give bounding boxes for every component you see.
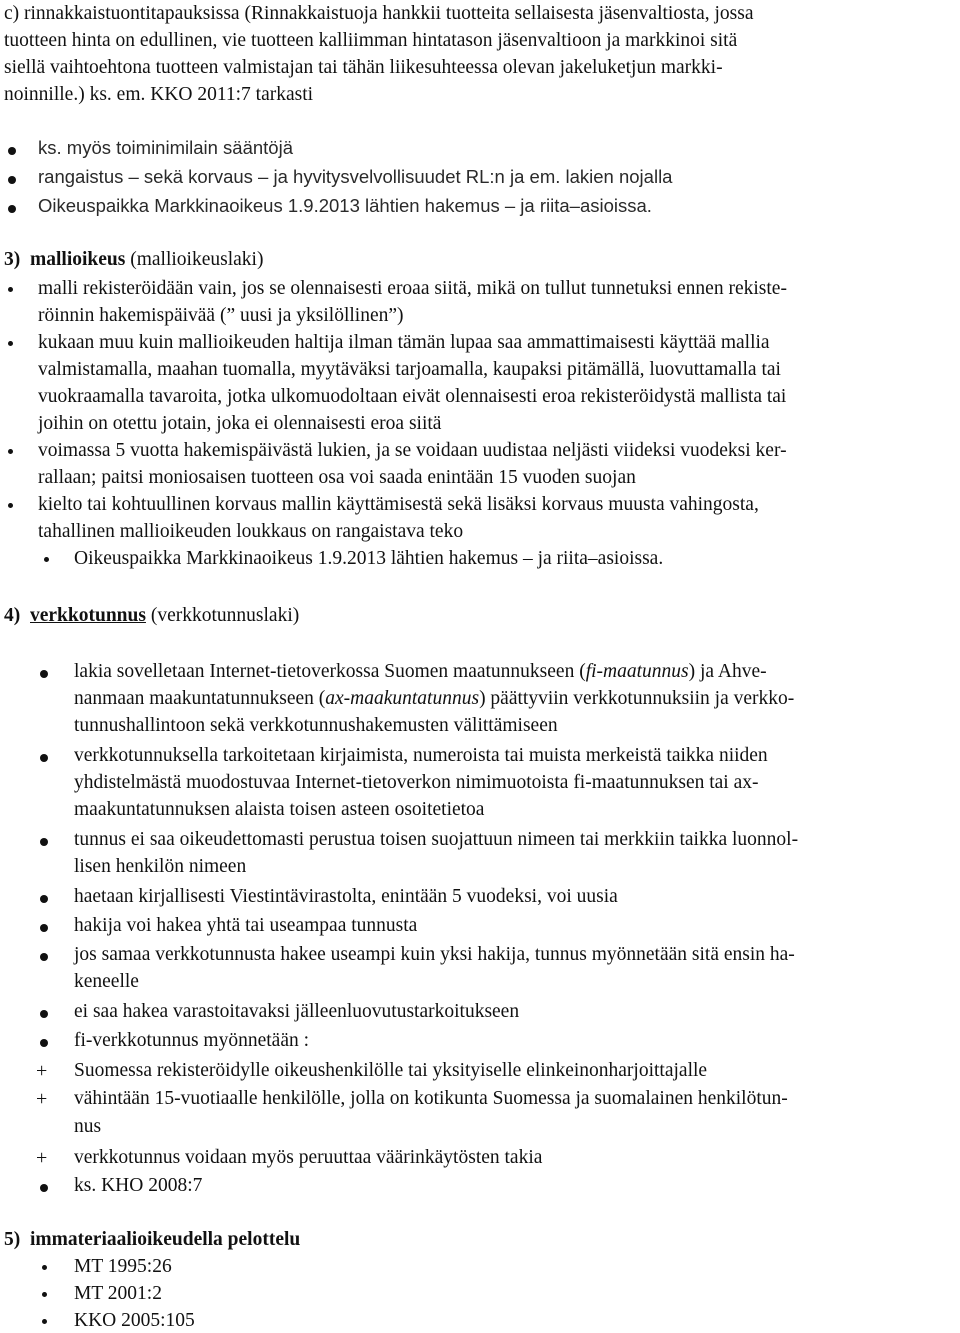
bullet-icon	[40, 953, 48, 961]
list-item: lakia sovelletaan Internet-tietoverkossa Suomen maatunnukseen (fi-maatunnus) ja Ahve-	[74, 661, 767, 682]
list-item: kukaan muu kuin mallioikeuden haltija ilman tämän lupaa saa ammattimaisesti käyttää mallia	[38, 332, 770, 353]
list-item-cont: joihin on otettu jotain, joka ei olennaisesti eroa siitä	[38, 413, 442, 434]
bullet-icon	[8, 205, 16, 213]
bullet-icon	[42, 1265, 47, 1270]
list-item-cont: nus	[74, 1116, 102, 1137]
bullet-icon	[40, 895, 48, 903]
section-title: verkkotunnus	[30, 605, 146, 626]
bullet-icon	[42, 1319, 47, 1324]
bullet-icon	[42, 1292, 47, 1297]
list-item: ei saa hakea varastoitavaksi jälleenluovutustarkoitukseen	[74, 1001, 520, 1022]
list-item: MT 1995:26	[74, 1256, 172, 1277]
list-item: verkkotunnus voidaan myös peruuttaa väärinkäytösten takia	[74, 1147, 543, 1168]
list-item: vähintään 15-vuotiaalle henkilölle, jolla on kotikunta Suomessa ja suomalainen henkilötun-	[74, 1088, 788, 1109]
intro-line: siellä vaihtoehtona tuotteen valmistajan tai tähän liikesuhteessa olevan jakeluketjun markki-	[4, 57, 723, 78]
bullet-icon	[40, 924, 48, 932]
list-item-cont: yhdistelmästä muodostuvaa Internet-tietoverkon nimimuotoista fi-maatunnuksen tai ax-	[74, 772, 759, 793]
bullet-icon	[40, 670, 48, 678]
list-item: ks. KHO 2008:7	[74, 1175, 203, 1196]
section-heading	[4, 250, 263, 270]
list-item: Oikeuspaikka Markkinaoikeus 1.9.2013 lähtien hakemus – ja riita–asioissa.	[74, 548, 664, 569]
list-item: hakija voi hakea yhtä tai useampaa tunnusta	[74, 915, 418, 936]
bullet-icon	[8, 287, 13, 292]
list-item-cont: lisen henkilön nimeen	[74, 856, 247, 877]
list-item: haetaan kirjallisesti Viestintävirastolta, enintään 5 vuodeksi, voi uusia	[74, 886, 618, 907]
list-item-cont: valmistamalla, maahan tuomalla, myytäväksi tarjoamalla, kaupaksi pitämällä, luovuttamalla tai	[38, 359, 781, 380]
bullet-icon	[8, 449, 13, 454]
list-item: verkkotunnuksella tarkoitetaan kirjaimista, numeroista tai muista merkeistä taikka niiden	[74, 745, 768, 766]
list-item: KKO 2005:105	[74, 1310, 195, 1331]
list-item-cont: maakuntatunnuksen alaista toisen asteen osoitetietoa	[74, 799, 485, 820]
intro-line: noinnille.) ks. em. KKO 2011:7 tarkasti	[4, 84, 314, 105]
section-heading	[4, 606, 299, 626]
list-item-cont: vuokraamalla tavaroita, jotka ulkomuodoltaan eivät olennaisesti eroa rekisteröidystä mallista tai	[38, 386, 787, 407]
section-number: 5)	[4, 1229, 21, 1250]
bullet-icon	[40, 1039, 48, 1047]
bullet-icon	[8, 176, 16, 184]
section-number: 3)	[4, 249, 21, 270]
list-item-cont: keneelle	[74, 971, 139, 992]
list-item: Suomessa rekisteröidylle oikeushenkilölle tai yksityiselle elinkeinonharjoittajalle	[74, 1060, 708, 1081]
section-title: mallioikeus	[30, 249, 126, 270]
bullet-icon	[8, 503, 13, 508]
list-item-cont: röinnin hakemispäivää (” uusi ja yksilöllinen”)	[38, 305, 404, 326]
section-heading	[4, 1230, 300, 1250]
list-item: voimassa 5 vuotta hakemispäivästä lukien, ja se voidaan uudistaa neljästi viideksi vuodeksi ker-	[38, 440, 787, 461]
bullet-icon	[40, 1184, 48, 1192]
list-item: MT 2001:2	[74, 1283, 162, 1304]
list-item: rangaistus – sekä korvaus – ja hyvitysvelvollisuudet RL:n ja em. lakien nojalla	[38, 166, 673, 187]
section-title: immateriaalioikeudella pelottelu	[30, 1229, 301, 1250]
list-item: kielto tai kohtuullinen korvaus mallin käyttämisestä sekä lisäksi korvaus muusta vahingosta,	[38, 494, 759, 515]
list-item: ks. myös toiminimilain sääntöjä	[38, 137, 293, 158]
bullet-icon	[40, 1010, 48, 1018]
list-item: Oikeuspaikka Markkinaoikeus 1.9.2013 lähtien hakemus – ja riita–asioissa.	[38, 195, 652, 216]
list-item-cont: tahallinen mallioikeuden loukkaus on rangaistava teko	[38, 521, 464, 542]
bullet-icon	[44, 557, 49, 562]
list-item-cont: rallaan; paitsi moniosaisen tuotteen osa voi saada enintään 15 vuoden suojan	[38, 467, 636, 488]
list-item: malli rekisteröidään vain, jos se olennaisesti eroaa siitä, mikä on tullut tunnetuksi ennen rekiste-	[38, 278, 787, 299]
list-item-cont: nanmaan maakuntatunnukseen (ax-maakuntatunnus) päättyviin verkkotunnuksiin ja verkko-	[74, 688, 795, 709]
section-number: 4)	[4, 605, 21, 626]
bullet-icon	[40, 754, 48, 762]
list-item: jos samaa verkkotunnusta hakee useampi kuin yksi hakija, tunnus myönnetään sitä ensin ha-	[74, 944, 795, 965]
plus-icon: +	[36, 1147, 48, 1169]
intro-line: tuotteen hinta on edullinen, vie tuotteen kalliimman hintatason jäsenvaltioon ja markkinoi sitä	[4, 30, 738, 51]
bullet-icon	[8, 341, 13, 346]
bullet-icon	[8, 147, 16, 155]
section-subtitle: (verkkotunnuslaki)	[150, 605, 300, 626]
list-item-cont: tunnushallintoon sekä verkkotunnushakemusten välittämiseen	[74, 715, 558, 736]
section-subtitle: (mallioikeuslaki)	[130, 249, 264, 270]
bullet-icon	[40, 838, 48, 846]
list-item: tunnus ei saa oikeudettomasti perustua toisen suojattuun nimeen tai merkkiin taikka luonnol-	[74, 829, 799, 850]
plus-icon: +	[36, 1088, 48, 1110]
intro-line: c) rinnakkaistuontitapauksissa (Rinnakkaistuoja hankkii tuotteita sellaisesta jäsenvaltiosta, jossa	[4, 3, 754, 24]
plus-icon: +	[36, 1060, 48, 1082]
list-item: fi-verkkotunnus myönnetään :	[74, 1030, 310, 1051]
